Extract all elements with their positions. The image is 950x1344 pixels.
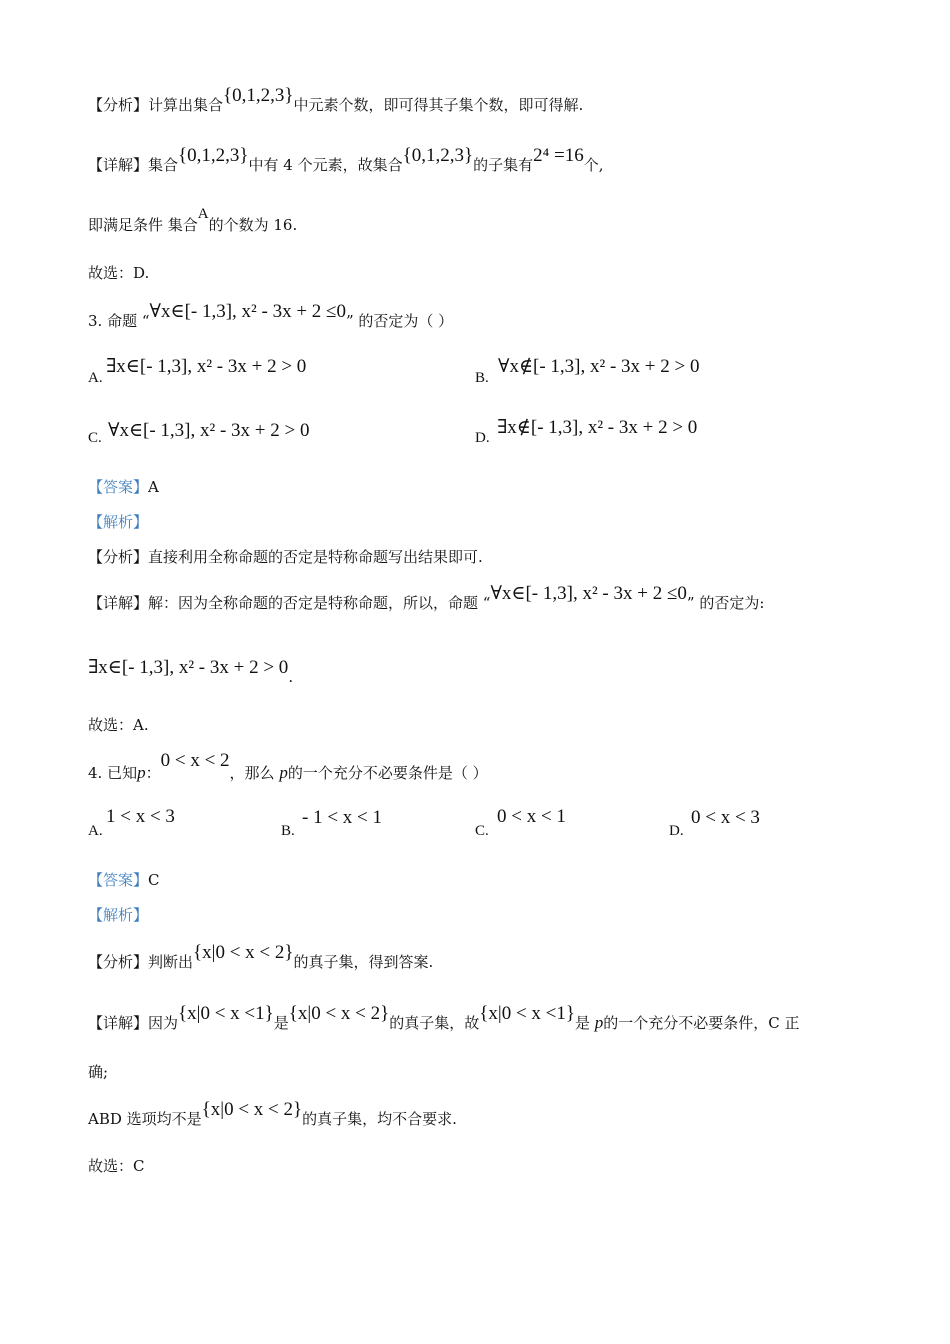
analysis-text-2: 中元素个数，即可得其子集个数，即可得解. [293, 96, 584, 114]
negation-math: ∃x∈[- 1,3], x² - 3x + 2 > 0 [88, 657, 289, 678]
p-variable: p [279, 763, 288, 782]
option-math: - 1 < x < 1 [302, 807, 383, 828]
detail-text: 【详解】解：因为全称命题的否定是特称命题，所以，命题 “ [88, 594, 491, 612]
set-math-3: {x|0 < x <1} [479, 1003, 575, 1024]
abd-line [88, 1099, 457, 1130]
set-math: {x|0 < x < 2} [201, 1099, 303, 1120]
power-math: 2⁴ =16 [533, 145, 584, 166]
count-line [88, 206, 298, 237]
detail-text-6: 确; [88, 1063, 109, 1081]
option-math: 0 < x < 1 [497, 806, 566, 827]
set-math-2: {0,1,2,3} [402, 145, 474, 166]
abd-text: ABD 选项均不是 [88, 1110, 202, 1128]
option-label: D. [669, 823, 684, 839]
proposition-math: ∀x∈[- 1,3], x² - 3x + 2 ≤0 [490, 583, 687, 604]
question-3-stem [88, 301, 454, 332]
option-label: A. [88, 370, 103, 386]
question-4-text: 4. 已知 [88, 764, 138, 782]
analysis-text: 【分析】直接利用全称命题的否定是特称命题写出结果即可. [88, 548, 483, 566]
question-3-text-2: ” 的否定为（ ） [345, 312, 454, 330]
option-label: A. [88, 823, 103, 839]
proposition-math: ∀x∈[- 1,3], x² - 3x + 2 ≤0 [149, 301, 346, 322]
set-math: {x|0 < x <1} [178, 1003, 274, 1024]
jiexi-tag: 【解析】 [88, 513, 149, 531]
detail-text: 【详解】因为 [88, 1014, 179, 1032]
option-label: C. [88, 430, 102, 446]
abd-text-2: 的真子集，均不合要求. [302, 1110, 457, 1128]
set-a-math: A [197, 206, 209, 222]
analysis-text: 【分析】计算出集合 [88, 96, 224, 114]
analysis-line [88, 546, 483, 568]
option-label: B. [281, 823, 295, 839]
detail-line [88, 583, 765, 614]
option-label: D. [475, 430, 490, 446]
count-text: 即满足条件 集合 [88, 216, 198, 234]
jiexi-tag: 【解析】 [88, 906, 149, 924]
question-4-text-3: 的一个充分不必要条件是（ ） [287, 764, 488, 782]
count-text-2: 的个数为 16. [208, 216, 298, 234]
detail-cont-line [88, 1061, 108, 1083]
detail-text-2: 中有 4 个元素，故集合 [248, 156, 403, 174]
option-math: ∀x∈[- 1,3], x² - 3x + 2 > 0 [108, 420, 310, 441]
detail-text-3: 的子集有 [473, 156, 534, 174]
question-3-text: 3. 命题 “ [88, 312, 150, 330]
answer-value: C [148, 871, 160, 889]
detail-text-4: 是 [575, 1014, 591, 1032]
detail-text-4: 个, [583, 156, 604, 174]
set-math-2: {x|0 < x < 2} [288, 1003, 390, 1024]
answer-tag: 【答案】 [88, 871, 149, 889]
answer-line [88, 869, 160, 891]
choose-text: 故选：A. [88, 716, 149, 734]
option-math: ∃x∈[- 1,3], x² - 3x + 2 > 0 [106, 356, 307, 377]
detail-line [88, 145, 604, 176]
answer-tag: 【答案】 [88, 478, 149, 496]
colon-text: ： [145, 764, 161, 782]
period-text: . [288, 668, 294, 686]
set-math: {x|0 < x < 2} [193, 942, 294, 963]
detail-text-5: 的一个充分不必要条件，C 正 [603, 1014, 800, 1032]
option-math: 0 < x < 3 [691, 807, 760, 828]
set-math: {0,1,2,3} [223, 85, 294, 106]
option-math: ∀x∉[- 1,3], x² - 3x + 2 > 0 [498, 356, 700, 377]
option-label: B. [475, 370, 489, 386]
option-math: ∃x∉[- 1,3], x² - 3x + 2 > 0 [497, 417, 698, 438]
question-4-text-2: ，那么 [229, 764, 275, 782]
choose-line [88, 1155, 144, 1177]
answer-value: A [148, 478, 159, 496]
condition-math: 0 < x < 2 [160, 750, 230, 771]
detail-text-2: 是 [273, 1014, 289, 1032]
choose-line [88, 262, 149, 284]
set-math: {0,1,2,3} [178, 145, 249, 166]
answer-line [88, 476, 159, 498]
negation-line [88, 657, 294, 688]
detail-text-3: 的真子集，故 [389, 1014, 480, 1032]
detail-line [88, 1003, 800, 1034]
question-4-stem [88, 750, 488, 784]
choose-text: 故选：D. [88, 264, 150, 282]
analysis-text: 【分析】判断出 [88, 953, 194, 971]
detail-text: 【详解】集合 [88, 156, 179, 174]
option-label: C. [475, 823, 489, 839]
p-variable: p [594, 1013, 604, 1032]
analysis-line [88, 85, 584, 116]
jiexi-line [88, 511, 148, 533]
analysis-text-2: 的真子集，得到答案. [293, 953, 434, 971]
choose-line [88, 714, 149, 736]
option-math: 1 < x < 3 [106, 806, 175, 827]
analysis-line [88, 942, 434, 973]
jiexi-line [88, 904, 148, 926]
p-variable: p [137, 763, 146, 782]
choose-text: 故选：C [88, 1157, 145, 1175]
detail-text-2: ” 的否定为: [686, 594, 765, 612]
